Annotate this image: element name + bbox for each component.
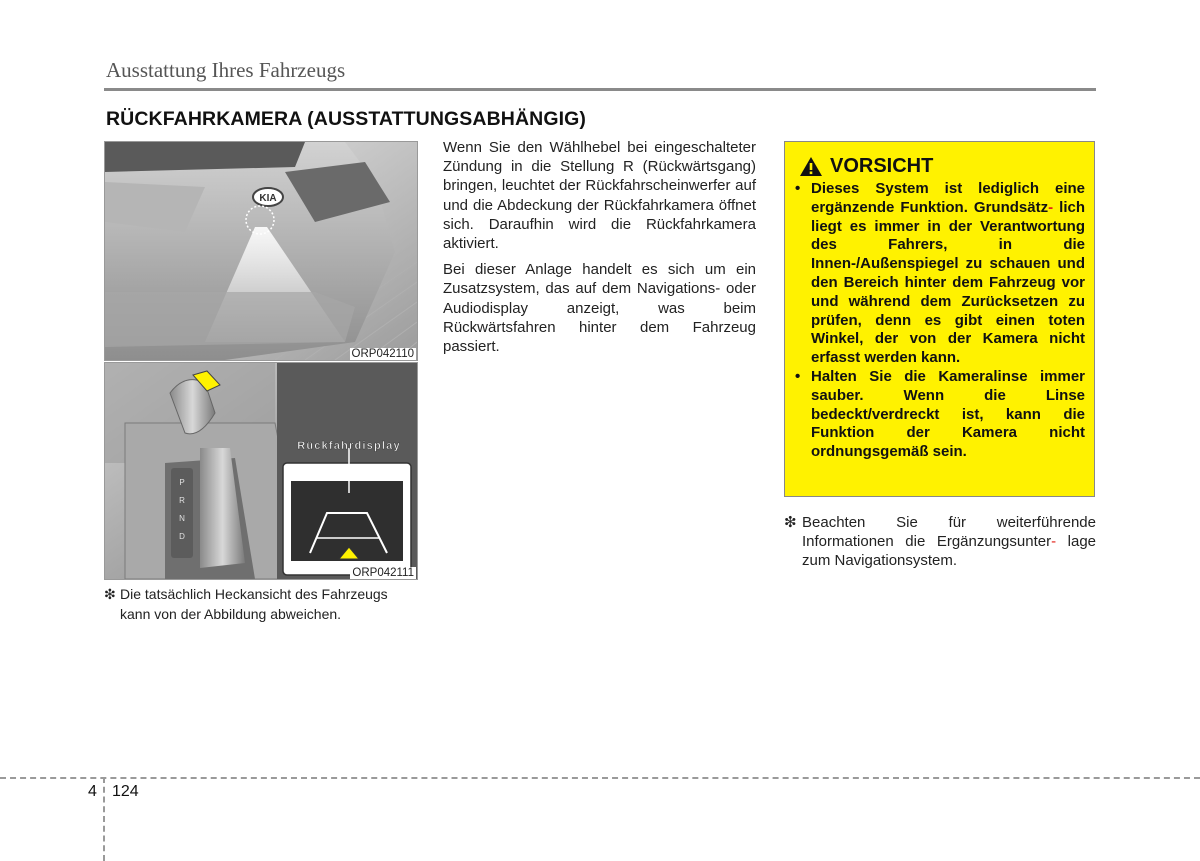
caution-text: Halten Sie die Kameralinse immer sauber. Wenn die Linse bedeckt/verdreckt ist, kann die Funktion der Kamera nicht ordnungsgemäß sein.: [811, 367, 1085, 461]
warning-triangle-icon: [799, 156, 823, 177]
caution-text: lich liegt es immer in der Verantwortung des Fahrers, in die Innen-/Außenspiegel zu schauen und den Bereich hinter dem Fahrzeug vor und während dem Zurücksetzen zu prüfen, denn es gibt einen toten Winkel, der von der Kamera nicht erfasst werden kann.: [811, 198, 1085, 367]
asterism-icon: ❇: [784, 514, 797, 531]
caution-title: VORSICHT: [830, 155, 934, 177]
navigation-note: [784, 513, 1096, 570]
gear-d: D: [179, 532, 185, 541]
caution-box: [784, 141, 1095, 497]
caption-line-1: Die tatsächlich Heckansicht des Fahrzeugs: [120, 586, 388, 602]
display-label: Rückfahrdisplay: [297, 440, 401, 452]
note-text: lage zum Navigationsystem.: [802, 533, 1096, 569]
body-text: [443, 138, 756, 363]
figure-code: ORP042110: [351, 348, 414, 360]
page-number: 124: [112, 783, 139, 800]
caution-item: [795, 368, 1085, 462]
bullet-icon: •: [795, 180, 801, 197]
figure-caption: [104, 584, 420, 624]
section-title: RÜCKFAHRKAMERA (AUSSTATTUNGSABHÄNGIG): [106, 108, 586, 130]
gear-r: R: [179, 496, 185, 505]
footer-divider: [103, 777, 105, 861]
body-paragraph: Bei dieser Anlage handelt es sich um ein Zusatzsystem, das auf dem Navigations- oder Audiodisplay anzeigt, was beim Rückwärtsfahren hinter dem Fahrzeug passiert.: [443, 261, 756, 356]
kia-badge: KIA: [259, 193, 277, 204]
bullet-icon: •: [795, 367, 801, 385]
figure-code: ORP042111: [352, 567, 414, 579]
header-rule: [104, 88, 1096, 91]
shifter-illustration: [105, 363, 417, 579]
rear-camera-figure: [104, 141, 418, 361]
caption-line-2: kann von der Abbildung abweichen.: [120, 606, 342, 622]
note-text: Beachten Sie für weiterführende Informationen die Ergänzungsunter: [802, 514, 1096, 550]
caution-text: Dieses System ist lediglich eine ergänzende Funktion. Grundsätz: [811, 180, 1085, 216]
asterism-icon: ❇: [104, 586, 116, 602]
running-header: Ausstattung Ihres Fahrzeugs: [106, 58, 346, 82]
body-paragraph: Wenn Sie den Wählhebel bei eingeschalteter Zündung in die Stellung R (Rückwärtsgang) bringen, leuchtet der Rückfahrscheinwerfer auf und die Abdeckung der Rückfahrkamera öffnet sich. Daraufhin wird die Rückfahrkamera aktiviert.: [443, 139, 756, 253]
chapter-number: 4: [88, 783, 97, 800]
hyphen: -: [1048, 198, 1054, 216]
footer-rule: [0, 777, 1200, 779]
gear-n: N: [179, 514, 185, 523]
hyphen: -: [1051, 533, 1057, 550]
caution-list: [795, 180, 1085, 462]
car-rear-illustration: [105, 142, 417, 360]
shifter-display-figure: [104, 362, 418, 580]
gear-p: P: [179, 478, 185, 487]
caution-header: [799, 155, 933, 178]
caution-item: [795, 180, 1085, 368]
